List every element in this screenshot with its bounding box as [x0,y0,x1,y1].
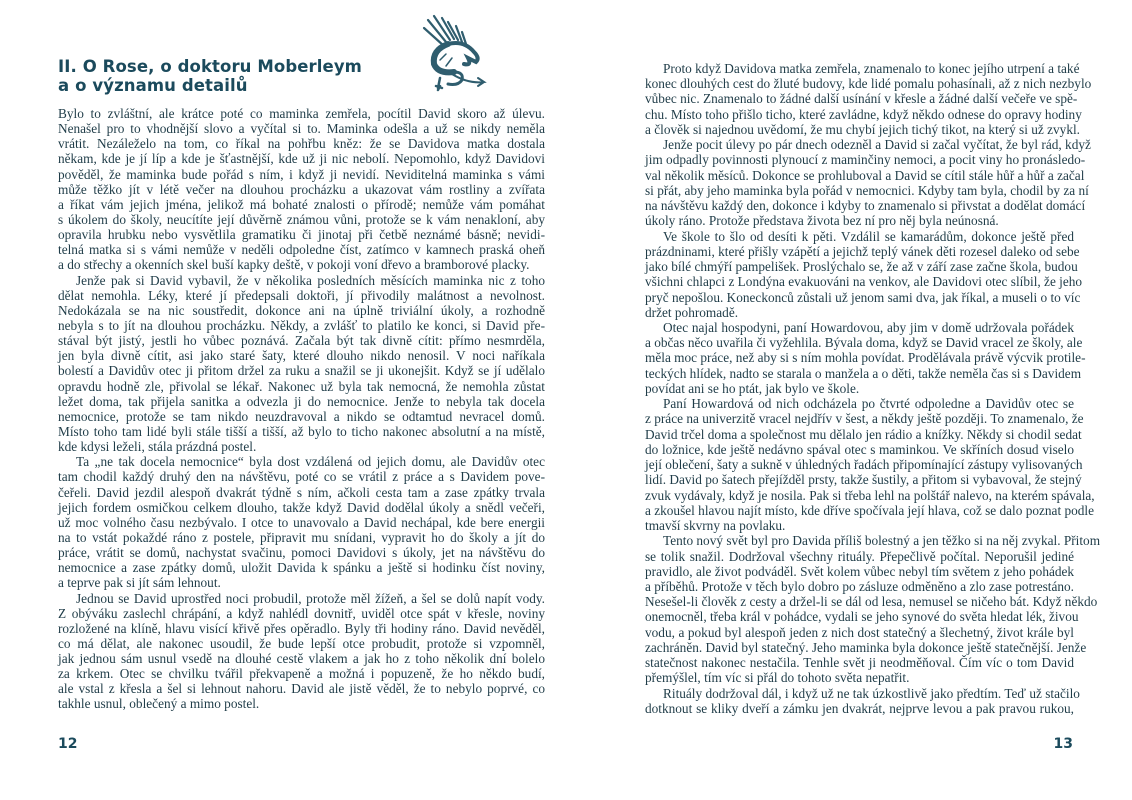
text-line: Otec najal hospodyni, paní Howardovou, aby jim v domě udržovala pořádek [663,319,1074,335]
text-line: val několik měsíců. Dokonce se prohluboval a David se cítil stále hůř a hůř a začal [645,167,1085,183]
text-line: bolestí a Davidův otec ji přitom držel za ruku a snažil se ji ukonejšit. Když se jí udělalo [58,363,545,379]
text-line: opravila hrubku nebo vysvětlila gramatiku či jinotaj při četbě neznámé básně; nevidi- [58,227,545,243]
paragraph [645,533,1101,686]
text-line: dělat nemohla. Léky, které jí předepsali doktoři, jí přivodily malátnost a nevolnost. [58,287,545,303]
page-number: 13 [1053,736,1073,752]
text-line: zachráněn. David byl statečný. Jeho maminka byla dokonce ještě statečnější. Jenže [645,639,1087,655]
text-line: a do střechy a okenních skel buší kapky deště, v pokoji voní dřevo a bramborové placky. [58,257,530,273]
text-line: Z obýváku zaslechl chrápání, a když nahlédl dovnitř, uviděl otce spát v křesle, noviny [58,605,545,621]
text-line: a zkoušel hlavou najít místo, kde dříve spočívala její hlava, což se dalo poznat podle [645,502,1095,518]
text-line: Nesešel-li člověk z cesty a držel-li se dál od lesa, nemusel se ničeho bát. Když někdo [645,594,1098,610]
text-line: Jednou se David uprostřed noci probudil, protože měl žížeň, a šel se dolů napít vody. [76,590,545,606]
text-line: Paní Howardová od nich odcházela po čtvrté odpoledne a Davidův otec se [663,396,1074,412]
text-line: úkoly ráno. Protože představa života bez ní pro něj byla neúnosná. [645,213,999,229]
text-line: se tolik snažil. Dodržoval všechny rituály. Přepečlivě počítal. Neporušil jediné [645,548,1074,564]
text-line: rozložené na klíně, hlavu visící křivě přes opěradlo. Byly tři hodiny ráno. David nevěděl, [58,620,545,636]
text-line: jim odpadly povinnosti plynoucí z maminčiny nemoci, a pocit viny ho pronásledo- [645,152,1086,168]
text-line: jak jednou sám usnul vsedě na dlouhé cestě vlakem a jak ho z toho několik dní bolelo [58,651,545,667]
text-line: z práce na univerzitě vracel nejdřív v šest, a někdy ještě později. To znamenalo, že [645,411,1084,427]
text-line: nemocnice a zase zpátky domů, uložit Davida k spánku a ještě si hodinku číst noviny, [58,560,545,576]
text-line: všichni chlapci z Londýna evakuováni na venkov, ale Davidovi otec slíbil, že jeho [645,274,1083,290]
text-line: si přát, aby jeho maminka byla pořád v nemocnici. Kdyby tam byla, chodil by za ní [645,182,1089,198]
text-line: jen byla divně cítit, asi jako staré šaty, které dlouho nikdo nenosil. V noci naříkala [58,348,545,364]
text-line: a teprve pak si jít sám lehnout. [58,575,221,591]
text-line: na to vstát pokaždé ráno z postele, připravit mu snídani, vypravit ho do školy a jít do [58,529,545,545]
text-line: vůbec nic. Znamenalo to žádné další usínání v křesle a žádné další večeře ve spě- [645,91,1078,107]
text-line: nebyla s to jít na dlouhou procházku. Někdy, a zvlášť to platilo ke konci, si David pře- [58,317,545,333]
text-line: pověděl, že maminka bude pořád s ním, i když ji nevidí. Neviditelná maminka s vámi [58,166,545,182]
text-line: lidí. David po šatech přejížděl prsty, takže šustily, a přitom si vybavoval, že stejný [645,472,1082,488]
text-line: a příběhů. Protože v těch bylo dobro po zásluze odměněno a zlo zase potrestáno. [645,578,1074,594]
text-line: už moc volného času nezbývalo. I otce to unavovalo a David nechápal, kde bere energii [58,514,545,530]
text-line: takhle usnul, oblečený a mimo postel. [58,696,260,712]
text-line: do ložnice, kde ještě nedávno spával otec s maminkou. Ve skříních dosud viselo [645,441,1074,457]
text-line: kde kdysi leželi, stála prázdná postel. [58,439,257,455]
page-number: 12 [58,736,78,752]
paragraph [645,137,1091,229]
text-line: jejich fordem osmičkou celkem dlouho, takže když David dodělal úkoly a snědl večeři, [58,499,545,515]
text-line: na návštěvu každý den, dokonce i kdyby to znamenalo si přivstat a dodělat domácí [645,198,1086,214]
text-line: Nenašel pro to vhodnější slovo a vyčítal si to. Maminka odešla a už se nikdy neměla [58,121,545,137]
text-line: Jenže pocit úlevy po pár dnech odezněl a David si začal vyčítat, že byl rád, když [663,137,1091,153]
text-line: držet pohromadě. [645,304,739,320]
text-line: teckých hlídek, nadto se starala o manžela a o děti, takže neměla čas si s Davidem [645,365,1082,381]
text-line: s úkolem do školy, neucítíte její důvěrně známou vůni, protože se k vám nenakloní, aby [58,211,545,227]
text-line: chu. Místo toho přišlo ticho, které zavládne, když někdo odnese do opravy hodiny [645,106,1082,122]
text-line: Ta „ne tak docela nemocnice“ byla dost vzdálená od jejich domu, ale Davidův otec [76,454,545,470]
body-text [58,106,545,712]
paragraph [58,454,545,590]
text-line: tam chodil každý druhý den na návštěvu, poté co se vrátil z práce a s Davidem pove- [58,469,545,485]
text-line: konec dlouhých cest do žluté budovy, kde lidé pomalu pohasínali, až z nich nezbylo [645,76,1092,92]
text-line: a říkat vám jejich jména, jelikož má bohaté znalosti o přírodě; nemůže vám pomáhat [58,196,545,212]
text-line: Tento nový svět byl pro Davida příliš bolestný a jen těžko si na něj zvykal. Přitom [663,533,1101,549]
text-line: telná matka si s vámi nemůže v neděli odpoledne číst, zatímco v kamnech praská oheň [58,242,545,258]
text-line: někam, kde je jí líp a kde je šťastnější, kde už ji nic nebolí. Nepomohlo, když Davidovi [58,151,545,167]
text-line: přemýšlel, tím víc si přál do tohoto světa nepatřit. [645,670,910,686]
right-page [566,0,1132,800]
text-line: stával být jistý, jestli ho vůbec poznává. Začala být tak divně cítit: přímo nesmrděla, [58,333,545,349]
text-line: onemocněl, třeba král v pohádce, vydali se jeho synové do světa hledat lék, živou [645,609,1079,625]
text-line: měla moc práce, než aby si s ním mohla povídat. Prodělávala právě výcvik protile- [645,350,1086,366]
text-line: pryč nepošlou. Koneckonců zůstali už jenom sami dva, jak říkal, a museli o to víc [645,289,1081,305]
paragraph [645,228,1083,320]
text-line: práce, vrátit se domů, nachystat svačinu, pomoci Davidovi s úkoly, jet na návštěvu do [58,545,545,561]
text-line: Jenže pak si David vybavil, že v několika posledních měsících maminka nic z toho [76,272,545,288]
text-line: co má dělat, ale nakonec usoudil, že bude lepší otce probudit, protože si vzpomněl, [58,635,545,651]
dragon-icon [418,12,490,94]
paragraph [58,273,545,455]
text-line: Ve škole to šlo od desíti k pěti. Vzdálil se kamarádům, dokonce ještě před [663,228,1074,244]
paragraph [58,591,545,712]
chapter-title-line: a o významu detailů [58,75,248,95]
text-line: a člověk si najednou uvědomí, že mu chybí jejich tichý tikot, na který si už zvykl. [645,121,1080,137]
text-line: Rituály dodržoval dál, i když už ne tak úzkostlivě jako předtím. Teď už stačilo [663,685,1080,701]
paragraph [645,319,1086,396]
text-line: vodu, a pokud byl alespoň jeden z nich dost statečný a šlechetný, život krále byl [645,624,1074,640]
text-line: ležet doma, tak přijela sanitka a odvezla ji do nemocnice. Jenže to nebyla tak docela [58,393,545,409]
text-line: opravdu hodně zle, přivolal se lékař. Nakonec už byla tak nemocná, že nemohla zůstat [58,378,545,394]
text-line: David trčel doma a společnost mu dělalo jen rádio a knížky. Někdy si chodil sedat [645,426,1082,442]
chapter-title [58,58,362,95]
paragraph [645,61,1092,137]
text-line: za krkem. Otec se chvilku tvářil překvapeně a možná i popuzeně, že ho někdo budí, [58,666,545,682]
text-line: ale vstal z křesla a šel si lehnout nahoru. David ale jistě věděl, že to nebylo poprvé, co [58,681,545,697]
text-line: nemocnice, protože se tam nikdo neuzdravoval a nikdo se odtamtud nevracel domů. [58,408,545,424]
paragraph [645,396,1095,534]
paragraph [645,685,1080,716]
text-line: čeřeli. David jezdil alespoň dvakrát týdně s ním, ačkoli cesta tam a zase zpátky trvala [58,484,545,500]
text-line: Nedokázala se na nic soustředit, dokonce ani na úplně triviální úkoly, a rozhodně [58,302,545,318]
paragraph [58,106,545,273]
text-line: zvuk vydávaly, když je nosila. Pak si třeba lehl na polštář nalevo, na kterém spávala, [645,487,1095,503]
text-line: Místo toho tam lidé byli stále tišší a tišší, až bylo to ticho nakonec absolutní a na místě, [58,423,545,439]
text-line: vrátit. Nezáleželo na tom, co říkal na pohřbu kněz: že se Davidova matka dostala [58,136,545,152]
body-text [645,61,1101,716]
text-line: jako bílé chmýří pampelišek. Proslýchalo se, že až v září zase začne škola, budou [645,259,1078,275]
text-line: Proto když Davidova matka zemřela, znamenalo to konec jejího utrpení a také [663,61,1080,76]
chapter-title-line: II. O Rose, o doktoru Moberleym [58,57,362,76]
text-line: a občas něco uvařila či vyžehlila. Bývala doma, když se David vracel ze školy, ale [645,335,1083,351]
text-line: povídat ani se ho ptát, jak bylo ve škole. [645,380,860,396]
text-line: tmavší skvrny na povlaku. [645,518,786,534]
text-line: pravidlo, ale život podváděl. Svět kolem vůbec nebyl tím světem z jeho pohádek [645,563,1075,579]
text-line: její oblečení, šaty a sukně v úhledných řadách připomínající zástupy vylisovaných [645,457,1083,473]
text-line: Bylo to zvláštní, ale krátce poté co maminka zemřela, pocítil David skoro až úlevu. [58,106,545,121]
text-line: statečnost nakonec nestačila. Tenhle svět ji neodměňoval. Čím víc o tom David [645,655,1074,671]
text-line: dotknout se kliky dveří a zámku jen dvakrát, nejprve levou a pak pravou rukou, [645,700,1074,716]
text-line: může těžko jít v létě večer na dlouhou procházku a ukazovat vám rostliny a zvířata [58,181,545,197]
text-line: prázdninami, které přišly vzápětí a jejichž teplý vánek děti rozesel daleko od sebe [645,243,1080,259]
